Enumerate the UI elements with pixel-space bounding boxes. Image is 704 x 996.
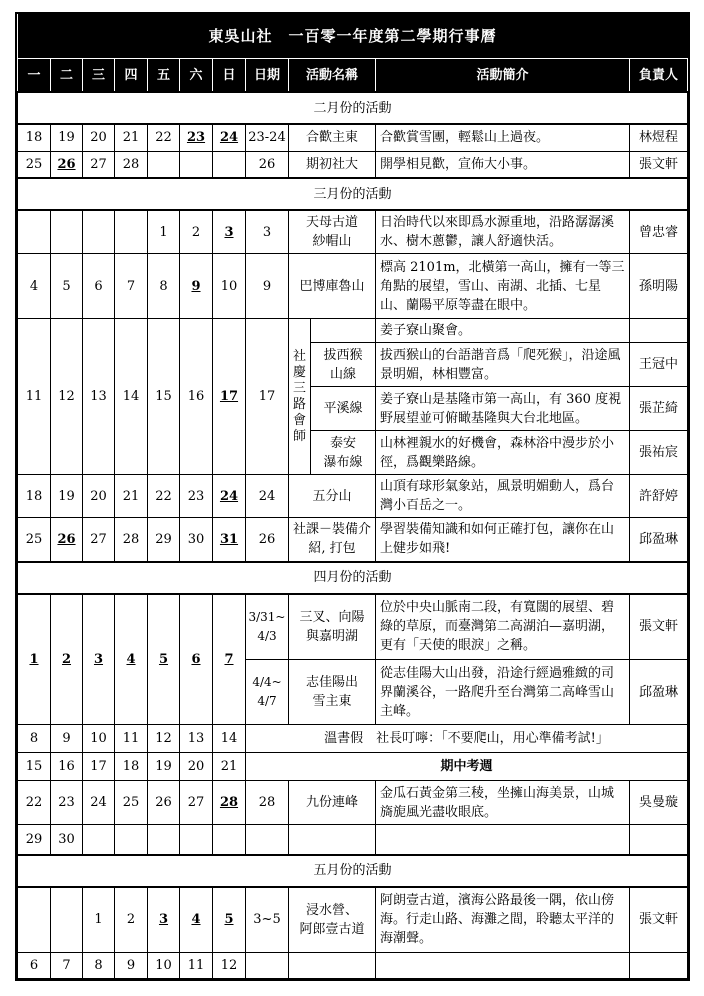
- day-cell: 27: [83, 151, 115, 178]
- header-mon: 一: [18, 59, 51, 93]
- day-cell: 20: [83, 475, 115, 518]
- event-desc: 阿朗壹古道，濱海公路最後一隅，依山傍海。行走山路、海灘之間，聆聽太平洋的海潮聲。: [376, 887, 630, 953]
- event-name: 合歡主東: [289, 124, 376, 151]
- event-name: [311, 319, 376, 343]
- day-cell: 23: [180, 475, 213, 518]
- day-cell-event: 9: [180, 254, 213, 319]
- event-date: 23-24: [246, 124, 289, 151]
- event-name: 拔西猴 山線: [311, 343, 376, 387]
- day-cell: 20: [83, 124, 115, 151]
- event-date: 28: [246, 781, 289, 825]
- event-date: [246, 953, 289, 979]
- event-name: 浸水營、 阿郎壹古道: [289, 887, 376, 953]
- table-row: [18, 825, 688, 855]
- event-date: 26: [246, 151, 289, 178]
- day-cell-event: 31: [213, 518, 246, 562]
- day-cell-event: 26: [51, 151, 83, 178]
- event-date: 9: [246, 254, 289, 319]
- event-owner: 孫明陽: [630, 254, 688, 319]
- day-cell: [115, 825, 148, 855]
- day-cell: 28: [115, 151, 148, 178]
- calendar-sheet: [15, 12, 690, 981]
- day-cell: [18, 887, 51, 953]
- month-label-apr: 四月份的活動: [18, 562, 688, 594]
- day-cell: 16: [180, 319, 213, 475]
- calendar-table: [17, 14, 688, 979]
- table-row: [18, 124, 688, 151]
- day-cell-event: 26: [51, 518, 83, 562]
- table-row: [18, 781, 688, 825]
- table-row: [18, 151, 688, 178]
- header-row: [18, 59, 688, 93]
- event-owner: 曾忠睿: [630, 210, 688, 254]
- day-cell-event: 3: [213, 210, 246, 254]
- event-date: [246, 825, 289, 855]
- event-desc: 姜子寮山是基隆市第一高山，有 360 度視野展望並可俯瞰基隆與大台北地區。: [376, 387, 630, 431]
- event-name: 平溪線: [311, 387, 376, 431]
- header-event: 活動名稱: [289, 59, 376, 93]
- event-desc: [376, 825, 630, 855]
- day-cell: 27: [83, 518, 115, 562]
- event-date: 17: [246, 319, 289, 475]
- day-cell-event: 24: [213, 124, 246, 151]
- day-cell: 21: [213, 753, 246, 781]
- table-row: [18, 518, 688, 562]
- day-cell: 8: [18, 725, 51, 753]
- event-owner: 張文軒: [630, 151, 688, 178]
- day-cell: 17: [83, 753, 115, 781]
- day-cell: 14: [115, 319, 148, 475]
- day-cell: 10: [83, 725, 115, 753]
- event-desc: 金瓜石黃金第三稜，坐擁山海美景，山城旖旎風光盡收眼底。: [376, 781, 630, 825]
- day-cell: 12: [51, 319, 83, 475]
- day-cell: 5: [51, 254, 83, 319]
- day-cell: 19: [148, 753, 180, 781]
- day-cell-event: 3: [148, 887, 180, 953]
- day-cell: 15: [18, 753, 51, 781]
- day-cell: 22: [148, 475, 180, 518]
- day-cell: 26: [148, 781, 180, 825]
- header-owner: 負責人: [630, 59, 688, 93]
- day-cell: 21: [115, 124, 148, 151]
- event-desc: 標高 2101m，北橫第一高山，擁有一等三角點的展望，雪山、南湖、北插、七星山、蘭陽平原等盡在眼中。: [376, 254, 630, 319]
- day-cell: 23: [51, 781, 83, 825]
- event-desc: 開學相見歡，宣佈大小事。: [376, 151, 630, 178]
- event-name: 五分山: [289, 475, 376, 518]
- header-wed: 三: [83, 59, 115, 93]
- day-cell: 10: [213, 254, 246, 319]
- header-date: 日期: [246, 59, 289, 93]
- day-cell-event: 3: [83, 594, 115, 725]
- day-cell: 2: [115, 887, 148, 953]
- day-cell: 1: [148, 210, 180, 254]
- event-owner: 吳曼璇: [630, 781, 688, 825]
- event-name: 泰安 瀑布線: [311, 431, 376, 475]
- event-group-label: [289, 319, 311, 475]
- day-cell: 16: [51, 753, 83, 781]
- day-cell: 22: [18, 781, 51, 825]
- table-row: [18, 887, 688, 953]
- event-desc: [376, 953, 630, 979]
- table-row: [18, 753, 688, 781]
- event-owner: 張祐宸: [630, 431, 688, 475]
- day-cell: [148, 825, 180, 855]
- day-cell-event: 5: [148, 594, 180, 725]
- day-cell: 6: [83, 254, 115, 319]
- day-cell: 29: [18, 825, 51, 855]
- day-cell: [83, 825, 115, 855]
- table-row: [18, 254, 688, 319]
- day-cell: [83, 210, 115, 254]
- event-group-text: 社 慶 三 路 會 師: [292, 348, 306, 444]
- table-row: [18, 475, 688, 518]
- month-label-mar: 三月份的活動: [18, 178, 688, 210]
- header-intro: 活動簡介: [376, 59, 630, 93]
- day-cell: [180, 825, 213, 855]
- event-name: 社課－裝備介紹, 打包: [289, 518, 376, 562]
- day-cell-event: 6: [180, 594, 213, 725]
- day-cell: 7: [115, 254, 148, 319]
- event-desc: 合歡賞雪團，輕鬆山上過夜。: [376, 124, 630, 151]
- day-cell-event: 4: [180, 887, 213, 953]
- day-cell: 12: [213, 953, 246, 979]
- month-label-feb: 二月份的活動: [18, 92, 688, 124]
- event-desc: 學習裝備知識和如何正確打包，讓你在山上健步如飛!: [376, 518, 630, 562]
- day-cell: 25: [18, 518, 51, 562]
- day-cell: 11: [115, 725, 148, 753]
- day-cell-event: 4: [115, 594, 148, 725]
- day-cell: 28: [115, 518, 148, 562]
- event-name: 三叉、向陽 與嘉明湖: [289, 594, 376, 660]
- day-cell: 13: [83, 319, 115, 475]
- event-owner: [630, 825, 688, 855]
- day-cell: 10: [148, 953, 180, 979]
- header-fri: 五: [148, 59, 180, 93]
- day-cell: 22: [148, 124, 180, 151]
- day-cell: 24: [83, 781, 115, 825]
- day-cell: 30: [180, 518, 213, 562]
- day-cell: 29: [148, 518, 180, 562]
- event-owner: 王冠中: [630, 343, 688, 387]
- day-cell: 15: [148, 319, 180, 475]
- day-cell: 20: [180, 753, 213, 781]
- event-name: 九份連峰: [289, 781, 376, 825]
- event-owner: [630, 319, 688, 343]
- day-cell: 18: [115, 753, 148, 781]
- event-date: 4/4~ 4/7: [246, 660, 289, 725]
- header-sun: 日: [213, 59, 246, 93]
- event-name: [289, 825, 376, 855]
- event-owner: [630, 953, 688, 979]
- day-cell: 19: [51, 124, 83, 151]
- event-name: 志佳陽出 雪主東: [289, 660, 376, 725]
- event-owner: 邱盈琳: [630, 518, 688, 562]
- day-cell: 27: [180, 781, 213, 825]
- event-owner: 張芷綺: [630, 387, 688, 431]
- event-desc: 從志佳陽大山出發，沿途行經過雅緻的司界蘭溪谷，一路爬升至台灣第二高峰雪山主峰。: [376, 660, 630, 725]
- event-desc: 日治時代以來即爲水源重地，沿路潺潺溪水、樹木蔥鬱，讓人舒適快活。: [376, 210, 630, 254]
- event-desc: 位於中央山脈南二段，有寬闊的展望、碧綠的草原，而臺灣第二高湖泊—嘉明湖，更有「天使的眼淚」之稱。: [376, 594, 630, 660]
- day-cell: [213, 151, 246, 178]
- day-cell: [51, 210, 83, 254]
- event-owner: 邱盈琳: [630, 660, 688, 725]
- day-cell: 25: [18, 151, 51, 178]
- day-cell: [148, 151, 180, 178]
- day-cell: 9: [115, 953, 148, 979]
- event-owner: 張文軒: [630, 887, 688, 953]
- event-owner: 許舒婷: [630, 475, 688, 518]
- day-cell: 14: [213, 725, 246, 753]
- day-cell: [18, 210, 51, 254]
- event-date: 24: [246, 475, 289, 518]
- event-desc: 山頂有球形氣象站，風景明媚動人，爲台灣小百岳之一。: [376, 475, 630, 518]
- event-desc: 拔西猴山的台語諧音爲「爬死猴」，沿途風景明媚，林相豐富。: [376, 343, 630, 387]
- day-cell: 8: [148, 254, 180, 319]
- header-thu: 四: [115, 59, 148, 93]
- day-cell-event: 5: [213, 887, 246, 953]
- day-cell: [213, 825, 246, 855]
- day-cell-event: 2: [51, 594, 83, 725]
- table-row: [18, 953, 688, 979]
- day-cell: 11: [180, 953, 213, 979]
- day-cell-event: 23: [180, 124, 213, 151]
- day-cell-event: 24: [213, 475, 246, 518]
- event-date: 3~5: [246, 887, 289, 953]
- event-date: 3: [246, 210, 289, 254]
- midterm-note: 期中考週: [246, 753, 688, 781]
- day-cell: 30: [51, 825, 83, 855]
- day-cell: [115, 210, 148, 254]
- event-owner: 林煜程: [630, 124, 688, 151]
- page-title: 東吳山社 一百零一年度第二學期行事曆: [18, 14, 688, 59]
- event-desc: 山林裡親水的好機會，森林浴中漫步於小徑，爲觀樂路線。: [376, 431, 630, 475]
- study-leave-note: 溫書假 社長叮嚀：「不要爬山，用心準備考試!」: [246, 725, 688, 753]
- day-cell-event: 7: [213, 594, 246, 725]
- event-date: 26: [246, 518, 289, 562]
- day-cell: [51, 887, 83, 953]
- day-cell: 18: [18, 124, 51, 151]
- day-cell: 1: [83, 887, 115, 953]
- day-cell: 21: [115, 475, 148, 518]
- table-row: [18, 210, 688, 254]
- month-label-may: 五月份的活動: [18, 855, 688, 887]
- event-name: 期初社大: [289, 151, 376, 178]
- day-cell: 9: [51, 725, 83, 753]
- event-name: 巴博庫魯山: [289, 254, 376, 319]
- day-cell: 13: [180, 725, 213, 753]
- event-name: [289, 953, 376, 979]
- table-row: [18, 594, 688, 660]
- event-date: 3/31~ 4/3: [246, 594, 289, 660]
- day-cell: 11: [18, 319, 51, 475]
- table-row: [18, 319, 688, 343]
- event-desc: 姜子寮山聚會。: [376, 319, 630, 343]
- day-cell: 25: [115, 781, 148, 825]
- event-name: 天母古道 紗帽山: [289, 210, 376, 254]
- day-cell: 2: [180, 210, 213, 254]
- day-cell: 18: [18, 475, 51, 518]
- day-cell-event: 17: [213, 319, 246, 475]
- table-row: [18, 725, 688, 753]
- day-cell: 6: [18, 953, 51, 979]
- header-sat: 六: [180, 59, 213, 93]
- event-owner: 張文軒: [630, 594, 688, 660]
- day-cell-event: 28: [213, 781, 246, 825]
- day-cell-event: 1: [18, 594, 51, 725]
- day-cell: 4: [18, 254, 51, 319]
- header-tue: 二: [51, 59, 83, 93]
- day-cell: 19: [51, 475, 83, 518]
- day-cell: [180, 151, 213, 178]
- day-cell: 12: [148, 725, 180, 753]
- day-cell: 7: [51, 953, 83, 979]
- day-cell: 8: [83, 953, 115, 979]
